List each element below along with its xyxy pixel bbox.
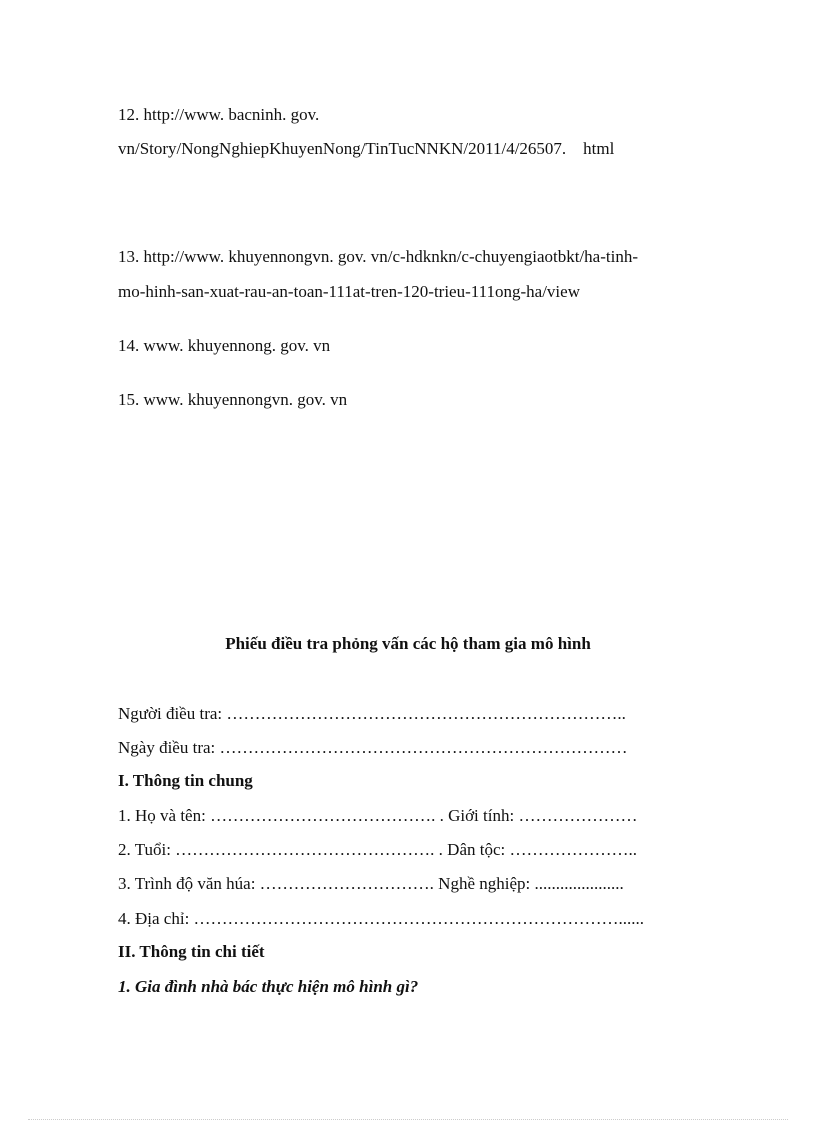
age-ethnicity-field: 2. Tuổi: ………………………………………. . Dân tộc: ………………….. — [118, 840, 637, 859]
reference-13-line-1: 13. http://www. khuyennongvn. gov. vn/c-hdknkn/c-chuyengiaotbkt/ha-tinh- — [118, 247, 638, 266]
reference-12-line-2: vn/Story/NongNghiepKhuyenNong/TinTucNNKN/2011/4/26507. html — [118, 139, 615, 158]
survey-date-field: Ngày điều tra: ……………………………………………………………… — [118, 738, 628, 757]
survey-title: Phiếu điều tra phỏng vấn các hộ tham gia mô hình — [225, 634, 591, 653]
reference-15: 15. www. khuyennongvn. gov. vn — [118, 390, 348, 409]
interviewer-field: Người điều tra: …………………………………………………………….. — [118, 704, 626, 723]
education-occupation-field: 3. Trình độ văn húa: …………………………. Nghề nghiệp: ..................... — [118, 874, 624, 893]
name-gender-field: 1. Họ và tên: …………………………………. . Giới tính: ………………… — [118, 806, 638, 825]
section-general-info: I. Thông tin chung — [118, 771, 253, 790]
reference-13-line-2: mo-hinh-san-xuat-rau-an-toan-111at-tren-120-trieu-111ong-ha/view — [118, 282, 580, 301]
reference-12-line-1: 12. http://www. bacninh. gov. — [118, 105, 320, 124]
footer-rule — [28, 1119, 788, 1120]
section-detail-info: II. Thông tin chi tiết — [118, 942, 265, 961]
question-1: 1. Gia đình nhà bác thực hiện mô hình gì? — [118, 977, 419, 996]
reference-14: 14. www. khuyennong. gov. vn — [118, 336, 331, 355]
address-field: 4. Địa chỉ: …………………………………………………………………...... — [118, 909, 645, 928]
